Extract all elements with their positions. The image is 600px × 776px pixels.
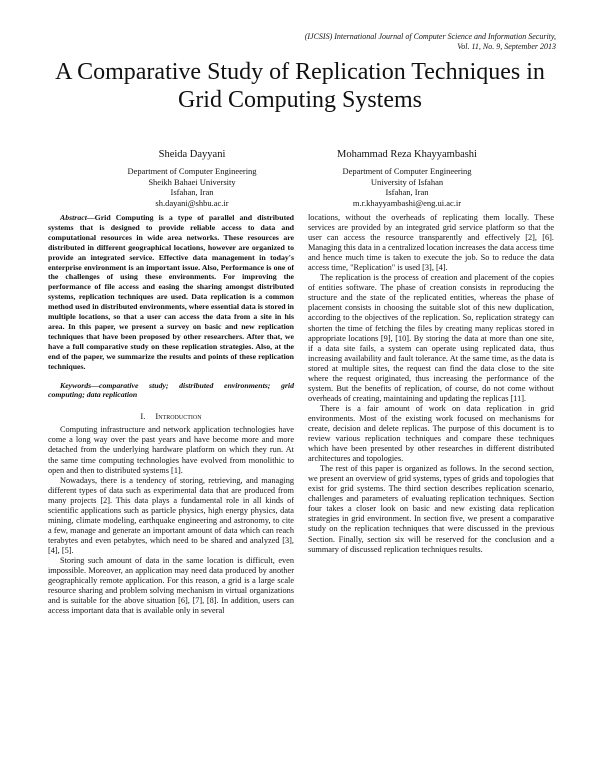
paragraph-6: There is a fair amount of work on data replication in grid environments. Most of the existing work focused on mechanisms for create, decision and delete replicas. The purpose of this document is to review various replication techniques and compare these techniques which have been presented by other researches in different distributed architectures and topologies. xyxy=(308,403,554,464)
paragraph-4: locations, without the overheads of replicating them locally. These services are provided by an integrated grid service platform so that the user can access the resource transparently and effectively [2], [6]. Managing this data in a centralized location increases the data access time and hence much time is taken to execute the job. So to reduce the data access time, "Replication" is used [3], [4]. xyxy=(308,213,554,273)
author-email: sh.dayani@shbu.ac.ir xyxy=(155,197,229,208)
paragraph-1: Computing infrastructure and network application technologies have come a long way over the past years and have become more and more detached from the underlying hardware platform on which they run. At the same time computing technologies have evolved from monolithic to open and then to distributed systems [1]. xyxy=(48,425,294,475)
abstract xyxy=(48,213,294,372)
section-heading-introduction xyxy=(48,411,294,421)
author-institution: Sheikh Bahaei University xyxy=(148,176,236,187)
paragraph-7: The rest of this paper is organized as follows. In the second section, we present an overview of grid systems, types of grids and topologies that exist for grid systems. The third section describes replication scenario, challenges and parameters of evaluating replication techniques. Section four takes a closer look on basic and new existing data replication strategies in grid environment. In section five, we present a comparative study on the replication techniques that were discussed in the previous Section. Finally, section six will be reserved for the conclusion and a summary of discussed replication techniques results. xyxy=(308,464,554,554)
author-location: Isfahan, Iran xyxy=(385,187,429,197)
author-name: Mohammad Reza Khayyambashi xyxy=(337,149,477,160)
journal-name: (IJCSIS) International Journal of Computer Science and Information Security, xyxy=(304,32,556,41)
author-block-1 xyxy=(82,148,302,208)
section-title: Introduction xyxy=(155,411,202,422)
keywords xyxy=(48,381,294,401)
author-institution: University of Isfahan xyxy=(370,176,444,187)
keywords-dash: — xyxy=(91,380,99,390)
paragraph-3: Storing such amount of data in the same location is difficult, even impossible. Moreover, an application may need data produced by another geographically remote application. For this reason, a grid is a large scale resource sharing and problem solving mechanism in virtual organizations and is suitable for the above situation [6], [7], [8]. In addition, users can access important data that is available only in several xyxy=(48,555,294,616)
paragraph-2: Nowadays, there is a tendency of storing, retrieving, and managing different types of data such as experimental data that are produced from many projects [2]. This data plays a fundamental role in all kinds of scientific applications such as particle physics, high energy physics, data mining, climate modeling, earthquake engineering and astronomy, to cite a few, manage and generate an important amount of data which can reach terabytes and even petabytes, which need to be shared and analyzed [3], [4], [5]. xyxy=(48,475,294,555)
left-column xyxy=(48,213,294,616)
abstract-label: Abstract xyxy=(60,213,87,222)
keywords-label: Keywords xyxy=(60,380,92,390)
author-department: Department of Computer Engineering xyxy=(342,166,472,176)
abstract-dash: — xyxy=(86,213,95,222)
journal-issue: Vol. 11, No. 9, September 2013 xyxy=(457,42,556,51)
keywords-text: comparative study; distributed environments; grid computing; data replication xyxy=(48,380,294,400)
author-location: Isfahan, Iran xyxy=(170,187,214,197)
right-column xyxy=(308,213,554,555)
paper-title: A Comparative Study of Replication Techniques in Grid Computing Systems xyxy=(55,59,545,113)
author-name: Sheida Dayyani xyxy=(158,149,226,160)
author-block-2 xyxy=(297,148,517,208)
section-number: I. xyxy=(140,411,146,422)
abstract-text: Grid Computing is a type of parallel and distributed systems that is designed to provide reliable access to data and computational resources in wide area networks. These resources are distributed in different geographical locations, however are organized to provide an integrated service. Effective data management in today's enterprise environment is an important issue. Also, Performance is one of the challenges of using these environments. For improving the performance of file access and easing the sharing amongst distributed systems, replication techniques are used. Data replication is a common method used in distributed environments, where essential data is stored in multiple locations, so that a user can access the data from a site in his area. In this paper, we present a survey on basic and new replication techniques that have been proposed by other researchers. After that, we have a full comparative study on these replication strategies. Also, at the end of the paper, we summarize the results and points of these replication techniques. xyxy=(48,213,294,371)
author-email: m.r.khayyambashi@eng.ui.ac.ir xyxy=(352,197,462,208)
paragraph-5: The replication is the process of creation and placement of the copies of entities software. The phase of creation consists in reproducing the structure and the state of the replicated entities, whereas the phase of placement consists in choosing the suitable slot of this new duplication, according to the objectives of the replication. So, replication strategy can shorten the time of fetching the files by creating many replicas stored in appropriate locations [9], [10]. By storing the data at more than one site, if a data site fails, a system can operate using replicated data, thus increasing availability and fault tolerance. At the same time, as the data is stored at multiple sites, the request can find the data close to the site where the request originated, thus increasing the performance of the system. But the benefits of replication, of course, do not come without overheads of creating, maintaining and updating the replicas [11]. xyxy=(308,273,554,403)
author-department: Department of Computer Engineering xyxy=(127,166,257,176)
journal-header xyxy=(305,32,556,52)
